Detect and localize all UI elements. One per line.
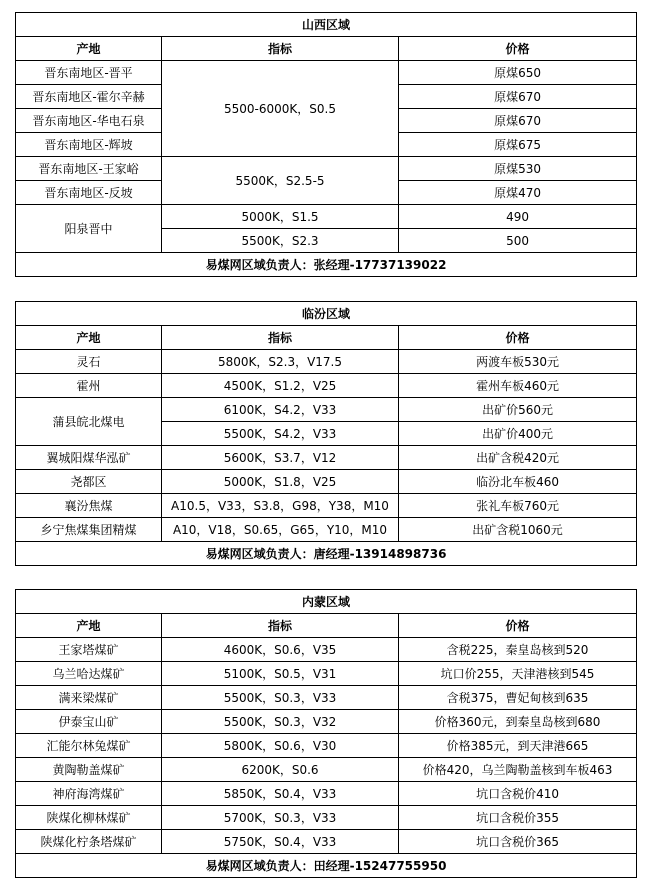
price-cell: 出矿含税1060元 (399, 518, 637, 542)
table-row (16, 350, 637, 374)
origin-cell: 霍州 (16, 374, 162, 398)
region-title: 山西区域 (16, 13, 637, 37)
header-price: 价格 (399, 37, 637, 61)
origin-cell: 满来梁煤矿 (16, 686, 162, 710)
region-contact: 易煤网区域负责人：唐经理-13914898736 (16, 542, 637, 566)
price-cell: 原煤530 (399, 157, 637, 181)
origin-cell: 陕煤化柳林煤矿 (16, 806, 162, 830)
price-cell: 490 (399, 205, 637, 229)
header-spec: 指标 (162, 326, 399, 350)
origin-cell: 灵石 (16, 350, 162, 374)
price-cell: 张礼车板760元 (399, 494, 637, 518)
spec-cell: 5100K，S0.5，V31 (162, 662, 399, 686)
origin-cell: 汇能尔林兔煤矿 (16, 734, 162, 758)
table-row (16, 806, 637, 830)
region-title: 内蒙区域 (16, 590, 637, 614)
table-row (16, 758, 637, 782)
linfen-region-table (15, 301, 637, 566)
table-row (16, 686, 637, 710)
origin-cell: 伊泰宝山矿 (16, 710, 162, 734)
spec-cell: 5700K，S0.3，V33 (162, 806, 399, 830)
price-cell: 价格385元，到天津港665 (399, 734, 637, 758)
header-spec: 指标 (162, 614, 399, 638)
origin-cell: 陕煤化柠条塔煤矿 (16, 830, 162, 854)
origin-cell: 乌兰哈达煤矿 (16, 662, 162, 686)
spec-cell: 5500K，S2.5-5 (162, 157, 399, 205)
price-cell: 坑口含税价410 (399, 782, 637, 806)
origin-cell: 乡宁焦煤集团精煤 (16, 518, 162, 542)
origin-cell: 晋东南地区-反坡 (16, 181, 162, 205)
price-cell: 坑口含税价355 (399, 806, 637, 830)
price-cell: 价格420，乌兰陶勒盖核到车板463 (399, 758, 637, 782)
table-row (16, 830, 637, 854)
spec-cell: 5750K，S0.4，V33 (162, 830, 399, 854)
price-cell: 出矿价560元 (399, 398, 637, 422)
spec-cell: 5500K，S4.2，V33 (162, 422, 399, 446)
price-cell: 霍州车板460元 (399, 374, 637, 398)
header-spec: 指标 (162, 37, 399, 61)
table-row (16, 710, 637, 734)
spec-cell: A10.5，V33，S3.8，G98，Y38，M10 (162, 494, 399, 518)
price-cell: 坑口价255，天津港核到545 (399, 662, 637, 686)
spec-cell: 5000K，S1.8，V25 (162, 470, 399, 494)
origin-cell: 翼城阳煤华泓矿 (16, 446, 162, 470)
spec-cell: 5500K，S2.3 (162, 229, 399, 253)
spec-cell: A10，V18，S0.65，G65，Y10，M10 (162, 518, 399, 542)
table-row (16, 157, 637, 181)
table-row (16, 205, 637, 229)
table-row (16, 662, 637, 686)
spec-cell: 5500K，S0.3，V32 (162, 710, 399, 734)
spec-cell: 4500K，S1.2，V25 (162, 374, 399, 398)
price-cell: 含税375，曹妃甸核到635 (399, 686, 637, 710)
spec-cell: 6200K，S0.6 (162, 758, 399, 782)
spec-cell: 4600K，S0.6，V35 (162, 638, 399, 662)
price-cell: 临汾北车板460 (399, 470, 637, 494)
price-cell: 原煤670 (399, 85, 637, 109)
table-row (16, 734, 637, 758)
origin-cell: 晋东南地区-霍尔辛赫 (16, 85, 162, 109)
table-row (16, 374, 637, 398)
origin-cell: 神府海湾煤矿 (16, 782, 162, 806)
table-row (16, 61, 637, 85)
price-cell: 原煤670 (399, 109, 637, 133)
origin-cell: 晋东南地区-华电石泉 (16, 109, 162, 133)
price-cell: 原煤675 (399, 133, 637, 157)
table-row (16, 782, 637, 806)
spec-cell: 5000K，S1.5 (162, 205, 399, 229)
table-row (16, 470, 637, 494)
origin-cell: 黄陶勒盖煤矿 (16, 758, 162, 782)
region-title: 临汾区域 (16, 302, 637, 326)
table-row (16, 398, 637, 422)
spec-cell: 5600K，S3.7，V12 (162, 446, 399, 470)
price-cell: 500 (399, 229, 637, 253)
origin-cell: 晋东南地区-晋平 (16, 61, 162, 85)
price-cell: 价格360元，到秦皇岛核到680 (399, 710, 637, 734)
region-contact: 易煤网区域负责人：张经理-17737139022 (16, 253, 637, 277)
origin-cell: 晋东南地区-辉坡 (16, 133, 162, 157)
spec-cell: 5850K，S0.4，V33 (162, 782, 399, 806)
neimeng-region-table (15, 589, 637, 878)
table-row (16, 446, 637, 470)
spec-cell: 5800K，S2.3，V17.5 (162, 350, 399, 374)
spec-cell: 6100K，S4.2，V33 (162, 398, 399, 422)
header-price: 价格 (399, 326, 637, 350)
header-origin: 产地 (16, 614, 162, 638)
header-origin: 产地 (16, 37, 162, 61)
region-contact: 易煤网区域负责人：田经理-15247755950 (16, 854, 637, 878)
table-row (16, 518, 637, 542)
origin-cell: 王家塔煤矿 (16, 638, 162, 662)
price-cell: 原煤650 (399, 61, 637, 85)
header-price: 价格 (399, 614, 637, 638)
spec-cell: 5500-6000K，S0.5 (162, 61, 399, 157)
origin-cell: 阳泉晋中 (16, 205, 162, 253)
header-origin: 产地 (16, 326, 162, 350)
price-cell: 含税225，秦皇岛核到520 (399, 638, 637, 662)
spec-cell: 5500K，S0.3，V33 (162, 686, 399, 710)
table-row (16, 638, 637, 662)
price-cell: 两渡车板530元 (399, 350, 637, 374)
price-cell: 出矿价400元 (399, 422, 637, 446)
table-row (16, 494, 637, 518)
origin-cell: 尧都区 (16, 470, 162, 494)
origin-cell: 晋东南地区-王家峪 (16, 157, 162, 181)
spec-cell: 5800K，S0.6，V30 (162, 734, 399, 758)
shanxi-region-table (15, 12, 637, 277)
price-cell: 出矿含税420元 (399, 446, 637, 470)
origin-cell: 蒲县皖北煤电 (16, 398, 162, 446)
origin-cell: 襄汾焦煤 (16, 494, 162, 518)
price-cell: 坑口含税价365 (399, 830, 637, 854)
price-cell: 原煤470 (399, 181, 637, 205)
